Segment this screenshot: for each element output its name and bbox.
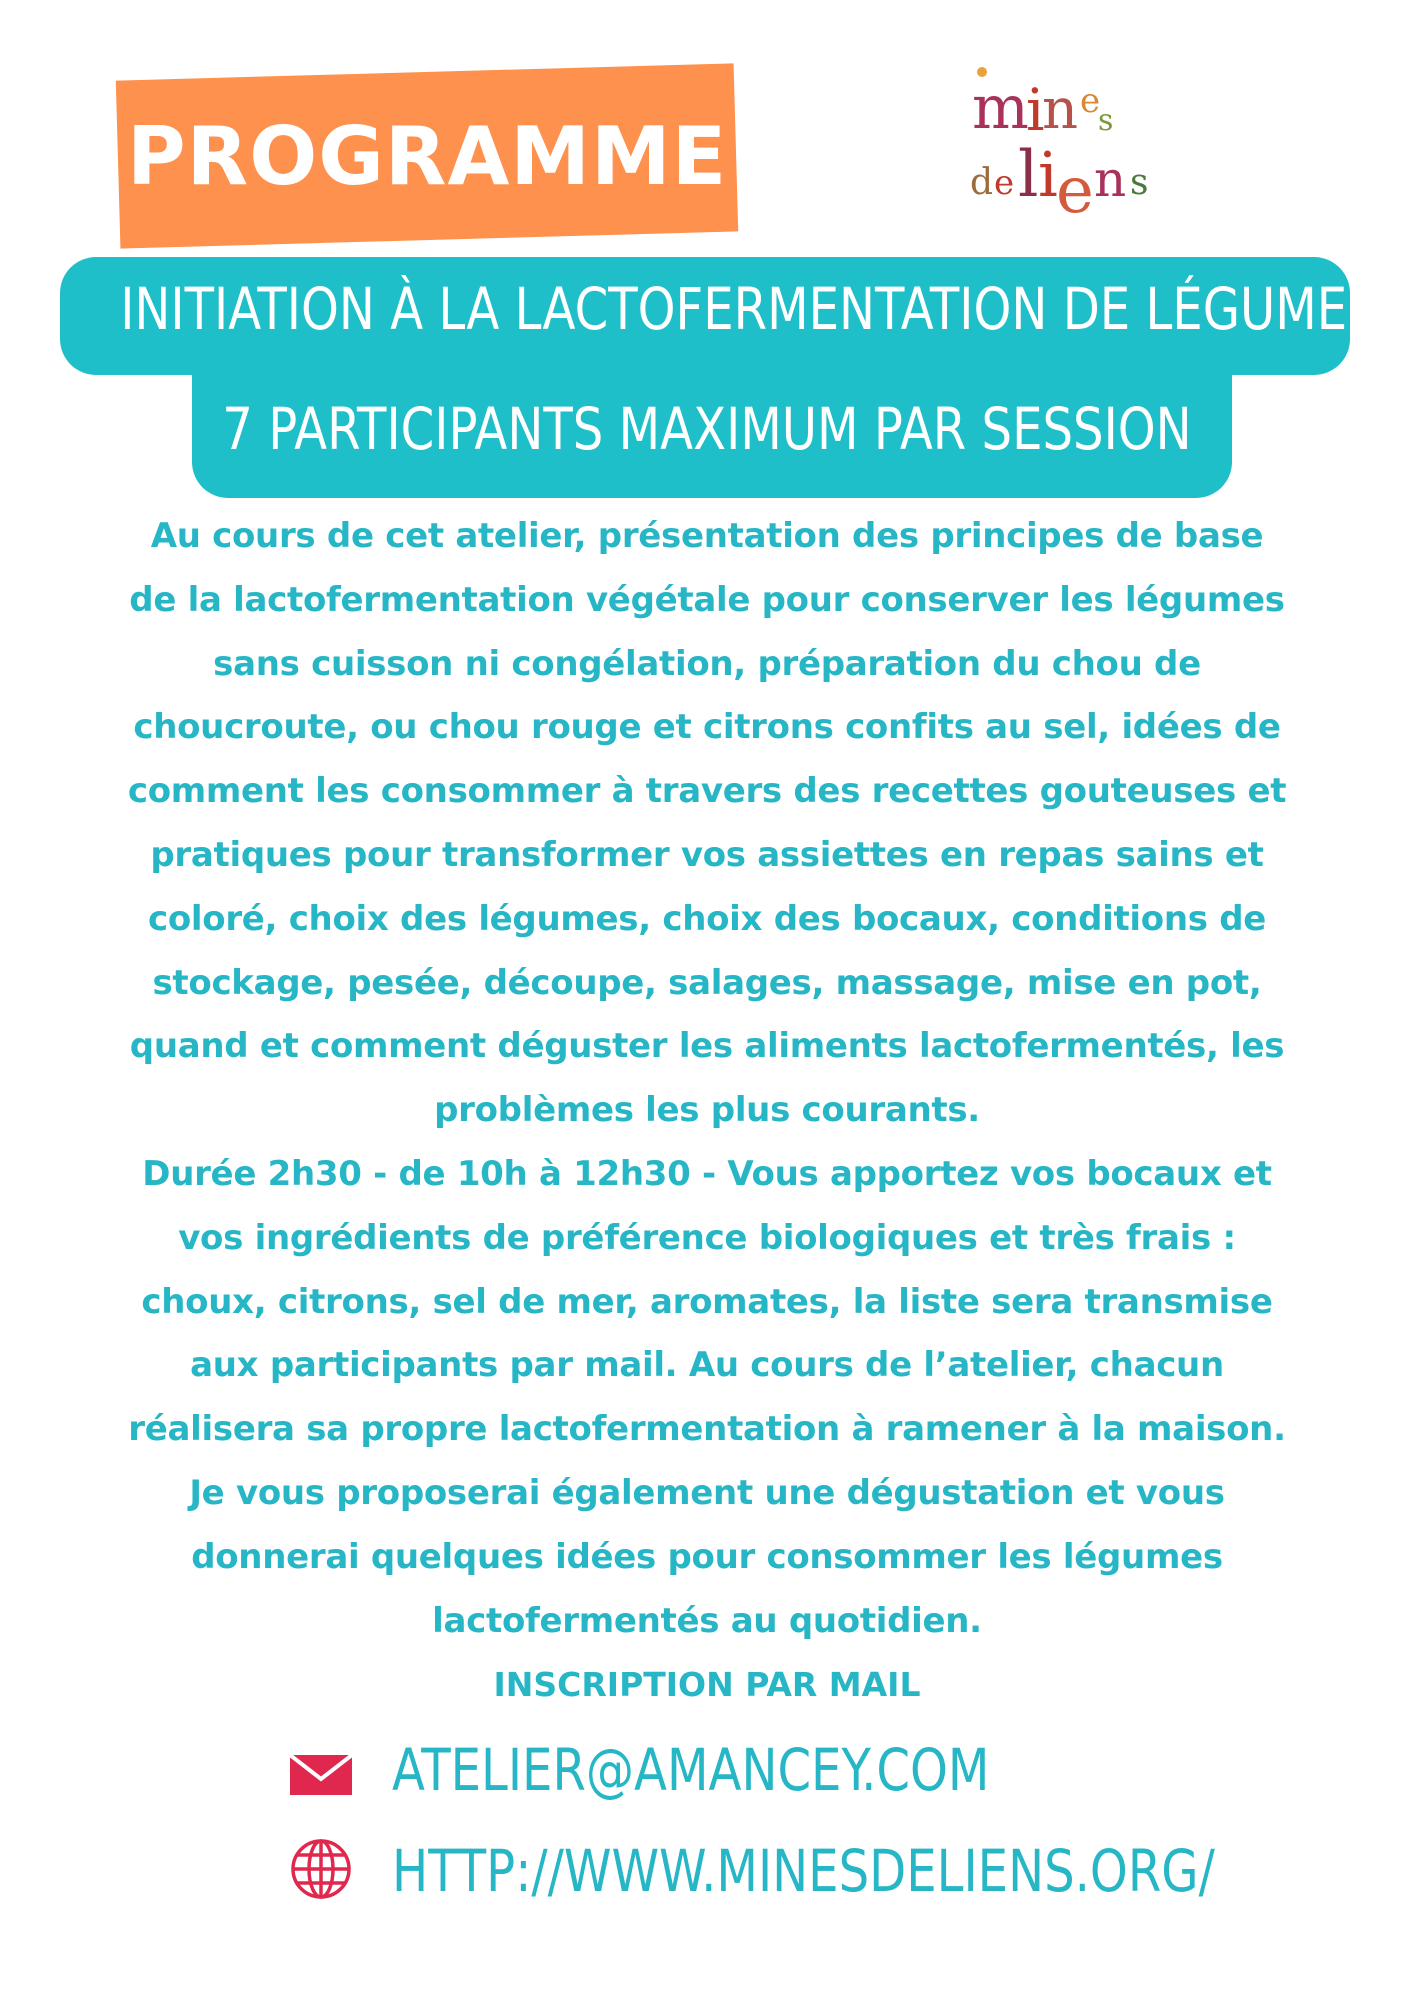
- details-line: Je vous proposerai également une dégustation et vous: [189, 1472, 1225, 1513]
- description-line: stockage, pesée, découpe, salages, massage, mise en pot,: [152, 962, 1262, 1003]
- workshop-title: INITIATION À LA LACTOFERMENTATION DE LÉGUMES: [120, 275, 1378, 343]
- envelope-icon: [290, 1755, 352, 1795]
- details-line: donnerai quelques idées pour consommer les légumes: [191, 1536, 1223, 1577]
- svg-text:n: n: [1094, 150, 1127, 208]
- svg-text:d: d: [970, 162, 994, 203]
- description-line: coloré, choix des légumes, choix des bocaux, conditions de: [148, 898, 1266, 939]
- svg-text:s: s: [1098, 103, 1114, 138]
- globe-icon: [290, 1838, 352, 1900]
- description-line: sans cuisson ni congélation, préparation du chou de: [213, 643, 1201, 684]
- svg-text:m: m: [972, 73, 1029, 143]
- description-line: Au cours de cet atelier, présentation des principes de base: [150, 516, 1264, 556]
- description-line: pratiques pour transformer vos assiettes en repas sains et: [150, 834, 1264, 875]
- description-line: choucroute, ou chou rouge et citrons confits au sel, idées de: [133, 707, 1281, 748]
- description-line: comment les consommer à travers des recettes gouteuses et: [127, 771, 1287, 812]
- programme-badge: [116, 63, 738, 248]
- mines-de-liens-logo: [968, 56, 1168, 236]
- website-link[interactable]: HTTP://WWW.MINESDELIENS.ORG/: [392, 1837, 1215, 1905]
- details-line: choux, citrons, sel de mer, aromates, la liste sera transmise: [141, 1281, 1273, 1322]
- details-line: vos ingrédients de préférence biologiques et très frais :: [178, 1217, 1236, 1258]
- svg-text:e: e: [1080, 81, 1101, 121]
- description: [40, 505, 1374, 1653]
- description-line: problèmes les plus courants.: [434, 1090, 980, 1131]
- svg-text:n: n: [1042, 77, 1079, 142]
- svg-text:i: i: [1038, 138, 1058, 211]
- inscription-heading: INSCRIPTION PAR MAIL: [493, 1665, 921, 1704]
- details-line: Durée 2h30 - de 10h à 12h30 - Vous apportez vos bocaux et: [142, 1153, 1272, 1194]
- details-line: réalisera sa propre lactofermentation à ramener à la maison.: [128, 1409, 1286, 1450]
- svg-text:i: i: [1026, 76, 1045, 144]
- description-line: de la lactofermentation végétale pour conserver les légumes: [129, 579, 1285, 620]
- description-line: quand et comment déguster les aliments lactofermentés, les: [129, 1026, 1285, 1067]
- svg-text:s: s: [1130, 162, 1149, 203]
- programme-label: PROGRAMME: [126, 109, 728, 203]
- details-line: aux participants par mail. Au cours de l’atelier, chacun: [190, 1345, 1224, 1386]
- svg-text:e: e: [1056, 154, 1094, 228]
- svg-text:l: l: [1018, 138, 1039, 212]
- email-link[interactable]: ATELIER@AMANCEY.COM: [392, 1736, 990, 1804]
- svg-text:e: e: [994, 163, 1015, 203]
- participants-limit: 7 PARTICIPANTS MAXIMUM PAR SESSION: [222, 395, 1192, 463]
- details-line: lactofermentés au quotidien.: [432, 1600, 982, 1641]
